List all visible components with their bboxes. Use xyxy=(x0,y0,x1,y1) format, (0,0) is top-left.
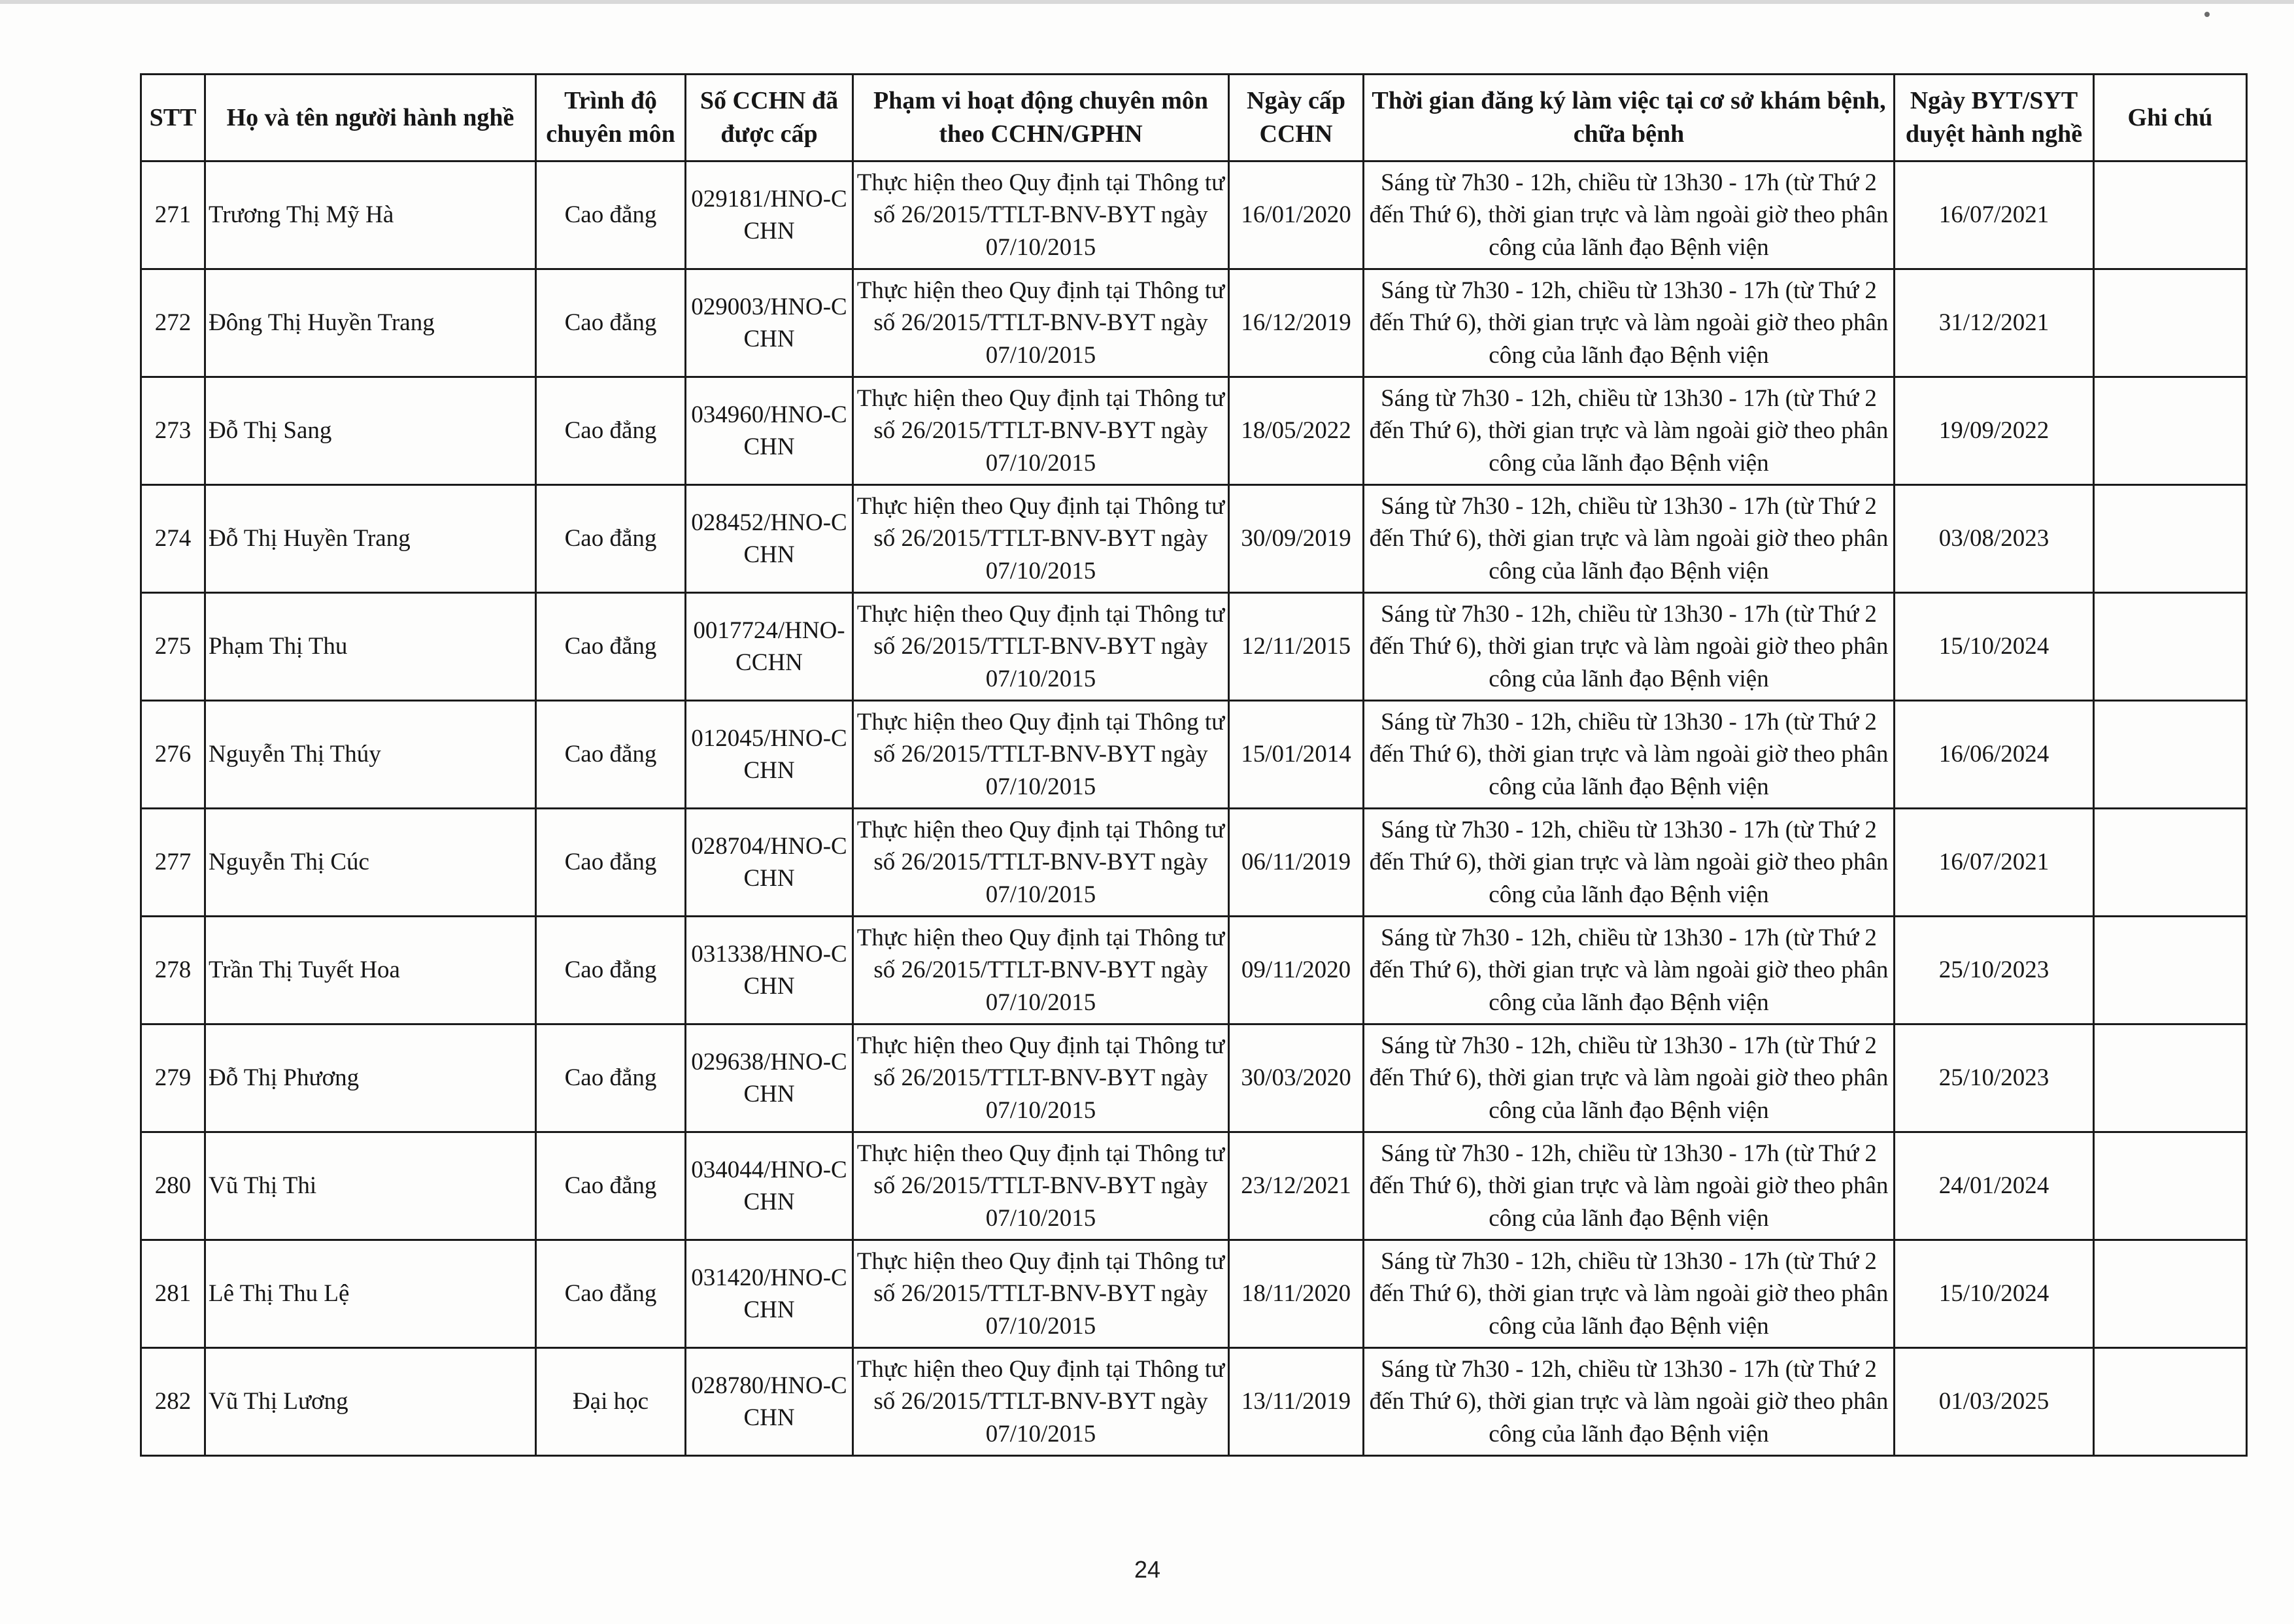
cell-cchn: 028452/HNO-CCHN xyxy=(686,485,853,593)
cell-stt: 281 xyxy=(141,1240,205,1348)
cell-note xyxy=(2094,269,2247,377)
cell-schedule: Sáng từ 7h30 - 12h, chiều từ 13h30 - 17h (từ Thứ 2 đến Thứ 6), thời gian trực và làm ngoài giờ theo phân công của lãnh đạo Bệnh viện xyxy=(1364,701,1895,809)
cell-level: Cao đẳng xyxy=(536,377,686,485)
table-row xyxy=(141,701,2247,809)
cell-issue-date: 09/11/2020 xyxy=(1229,917,1364,1024)
cell-note xyxy=(2094,161,2247,269)
practitioner-register-table xyxy=(140,73,2248,1457)
cell-approval-date: 25/10/2023 xyxy=(1895,1024,2094,1132)
cell-name: Nguyễn Thị Thúy xyxy=(205,701,536,809)
cell-issue-date: 30/09/2019 xyxy=(1229,485,1364,593)
table-row xyxy=(141,485,2247,593)
cell-cchn: 034960/HNO-CCHN xyxy=(686,377,853,485)
cell-schedule: Sáng từ 7h30 - 12h, chiều từ 13h30 - 17h (từ Thứ 2 đến Thứ 6), thời gian trực và làm ngoài giờ theo phân công của lãnh đạo Bệnh viện xyxy=(1364,485,1895,593)
cell-schedule: Sáng từ 7h30 - 12h, chiều từ 13h30 - 17h (từ Thứ 2 đến Thứ 6), thời gian trực và làm ngoài giờ theo phân công của lãnh đạo Bệnh viện xyxy=(1364,1348,1895,1456)
cell-stt: 273 xyxy=(141,377,205,485)
cell-name: Lê Thị Thu Lệ xyxy=(205,1240,536,1348)
table-row xyxy=(141,161,2247,269)
cell-name: Phạm Thị Thu xyxy=(205,593,536,701)
cell-stt: 279 xyxy=(141,1024,205,1132)
header-schedule: Thời gian đăng ký làm việc tại cơ sở khám bệnh, chữa bệnh xyxy=(1364,75,1895,161)
cell-note xyxy=(2094,701,2247,809)
header-approval-date: Ngày BYT/SYT duyệt hành nghề xyxy=(1895,75,2094,161)
cell-note xyxy=(2094,593,2247,701)
cell-stt: 280 xyxy=(141,1132,205,1240)
cell-name: Đỗ Thị Phương xyxy=(205,1024,536,1132)
cell-cchn: 029003/HNO-CCHN xyxy=(686,269,853,377)
cell-scope: Thực hiện theo Quy định tại Thông tư số 26/2015/TTLT-BNV-BYT ngày 07/10/2015 xyxy=(853,377,1229,485)
cell-cchn: 031420/HNO-CCHN xyxy=(686,1240,853,1348)
cell-cchn: 034044/HNO-CCHN xyxy=(686,1132,853,1240)
page-number: 24 xyxy=(1134,1556,1161,1583)
cell-scope: Thực hiện theo Quy định tại Thông tư số 26/2015/TTLT-BNV-BYT ngày 07/10/2015 xyxy=(853,809,1229,917)
header-note: Ghi chú xyxy=(2094,75,2247,161)
cell-level: Cao đẳng xyxy=(536,593,686,701)
cell-issue-date: 18/11/2020 xyxy=(1229,1240,1364,1348)
cell-level: Cao đẳng xyxy=(536,161,686,269)
cell-stt: 271 xyxy=(141,161,205,269)
cell-note xyxy=(2094,1348,2247,1456)
cell-schedule: Sáng từ 7h30 - 12h, chiều từ 13h30 - 17h (từ Thứ 2 đến Thứ 6), thời gian trực và làm ngoài giờ theo phân công của lãnh đạo Bệnh viện xyxy=(1364,1024,1895,1132)
cell-issue-date: 30/03/2020 xyxy=(1229,1024,1364,1132)
header-scope: Phạm vi hoạt động chuyên môn theo CCHN/GPHN xyxy=(853,75,1229,161)
cell-note xyxy=(2094,917,2247,1024)
table-header-row xyxy=(141,75,2247,161)
cell-scope: Thực hiện theo Quy định tại Thông tư số 26/2015/TTLT-BNV-BYT ngày 07/10/2015 xyxy=(853,593,1229,701)
cell-stt: 274 xyxy=(141,485,205,593)
cell-issue-date: 12/11/2015 xyxy=(1229,593,1364,701)
cell-approval-date: 24/01/2024 xyxy=(1895,1132,2094,1240)
cell-cchn: 029638/HNO-CCHN xyxy=(686,1024,853,1132)
cell-approval-date: 31/12/2021 xyxy=(1895,269,2094,377)
cell-scope: Thực hiện theo Quy định tại Thông tư số 26/2015/TTLT-BNV-BYT ngày 07/10/2015 xyxy=(853,701,1229,809)
cell-level: Cao đẳng xyxy=(536,701,686,809)
cell-name: Vũ Thị Lương xyxy=(205,1348,536,1456)
cell-note xyxy=(2094,809,2247,917)
cell-level: Cao đẳng xyxy=(536,485,686,593)
cell-note xyxy=(2094,485,2247,593)
header-name: Họ và tên người hành nghề xyxy=(205,75,536,161)
cell-cchn: 028780/HNO-CCHN xyxy=(686,1348,853,1456)
scan-speck xyxy=(2204,12,2210,17)
cell-scope: Thực hiện theo Quy định tại Thông tư số 26/2015/TTLT-BNV-BYT ngày 07/10/2015 xyxy=(853,161,1229,269)
table-row xyxy=(141,1240,2247,1348)
cell-schedule: Sáng từ 7h30 - 12h, chiều từ 13h30 - 17h (từ Thứ 2 đến Thứ 6), thời gian trực và làm ngoài giờ theo phân công của lãnh đạo Bệnh viện xyxy=(1364,269,1895,377)
cell-issue-date: 13/11/2019 xyxy=(1229,1348,1364,1456)
cell-schedule: Sáng từ 7h30 - 12h, chiều từ 13h30 - 17h (từ Thứ 2 đến Thứ 6), thời gian trực và làm ngoài giờ theo phân công của lãnh đạo Bệnh viện xyxy=(1364,377,1895,485)
cell-cchn: 028704/HNO-CCHN xyxy=(686,809,853,917)
cell-level: Cao đẳng xyxy=(536,269,686,377)
cell-cchn: 012045/HNO-CCHN xyxy=(686,701,853,809)
cell-stt: 272 xyxy=(141,269,205,377)
cell-schedule: Sáng từ 7h30 - 12h, chiều từ 13h30 - 17h (từ Thứ 2 đến Thứ 6), thời gian trực và làm ngoài giờ theo phân công của lãnh đạo Bệnh viện xyxy=(1364,917,1895,1024)
cell-schedule: Sáng từ 7h30 - 12h, chiều từ 13h30 - 17h (từ Thứ 2 đến Thứ 6), thời gian trực và làm ngoài giờ theo phân công của lãnh đạo Bệnh viện xyxy=(1364,1240,1895,1348)
cell-note xyxy=(2094,1240,2247,1348)
cell-stt: 278 xyxy=(141,917,205,1024)
cell-approval-date: 03/08/2023 xyxy=(1895,485,2094,593)
table-row xyxy=(141,809,2247,917)
cell-note xyxy=(2094,1024,2247,1132)
cell-scope: Thực hiện theo Quy định tại Thông tư số 26/2015/TTLT-BNV-BYT ngày 07/10/2015 xyxy=(853,1024,1229,1132)
cell-name: Vũ Thị Thi xyxy=(205,1132,536,1240)
table-row xyxy=(141,377,2247,485)
cell-name: Nguyễn Thị Cúc xyxy=(205,809,536,917)
header-stt: STT xyxy=(141,75,205,161)
table-row xyxy=(141,1024,2247,1132)
cell-schedule: Sáng từ 7h30 - 12h, chiều từ 13h30 - 17h (từ Thứ 2 đến Thứ 6), thời gian trực và làm ngoài giờ theo phân công của lãnh đạo Bệnh viện xyxy=(1364,809,1895,917)
cell-note xyxy=(2094,1132,2247,1240)
cell-name: Đỗ Thị Huyền Trang xyxy=(205,485,536,593)
cell-stt: 277 xyxy=(141,809,205,917)
cell-level: Cao đẳng xyxy=(536,809,686,917)
cell-issue-date: 18/05/2022 xyxy=(1229,377,1364,485)
cell-approval-date: 15/10/2024 xyxy=(1895,593,2094,701)
cell-level: Cao đẳng xyxy=(536,1132,686,1240)
cell-issue-date: 16/01/2020 xyxy=(1229,161,1364,269)
cell-schedule: Sáng từ 7h30 - 12h, chiều từ 13h30 - 17h (từ Thứ 2 đến Thứ 6), thời gian trực và làm ngoài giờ theo phân công của lãnh đạo Bệnh viện xyxy=(1364,1132,1895,1240)
cell-cchn: 029181/HNO-CCHN xyxy=(686,161,853,269)
cell-level: Đại học xyxy=(536,1348,686,1456)
cell-scope: Thực hiện theo Quy định tại Thông tư số 26/2015/TTLT-BNV-BYT ngày 07/10/2015 xyxy=(853,269,1229,377)
table-row xyxy=(141,269,2247,377)
cell-stt: 276 xyxy=(141,701,205,809)
header-level: Trình độ chuyên môn xyxy=(536,75,686,161)
cell-scope: Thực hiện theo Quy định tại Thông tư số 26/2015/TTLT-BNV-BYT ngày 07/10/2015 xyxy=(853,1240,1229,1348)
cell-name: Đỗ Thị Sang xyxy=(205,377,536,485)
cell-scope: Thực hiện theo Quy định tại Thông tư số 26/2015/TTLT-BNV-BYT ngày 07/10/2015 xyxy=(853,917,1229,1024)
cell-level: Cao đẳng xyxy=(536,1024,686,1132)
cell-cchn: 0017724/HNO-CCHN xyxy=(686,593,853,701)
cell-schedule: Sáng từ 7h30 - 12h, chiều từ 13h30 - 17h (từ Thứ 2 đến Thứ 6), thời gian trực và làm ngoài giờ theo phân công của lãnh đạo Bệnh viện xyxy=(1364,593,1895,701)
cell-name: Trương Thị Mỹ Hà xyxy=(205,161,536,269)
scan-top-edge xyxy=(0,0,2294,4)
cell-level: Cao đẳng xyxy=(536,917,686,1024)
cell-note xyxy=(2094,377,2247,485)
cell-approval-date: 16/07/2021 xyxy=(1895,161,2094,269)
cell-issue-date: 16/12/2019 xyxy=(1229,269,1364,377)
cell-stt: 282 xyxy=(141,1348,205,1456)
cell-approval-date: 01/03/2025 xyxy=(1895,1348,2094,1456)
cell-name: Trần Thị Tuyết Hoa xyxy=(205,917,536,1024)
table-row xyxy=(141,1132,2247,1240)
cell-cchn: 031338/HNO-CCHN xyxy=(686,917,853,1024)
cell-approval-date: 19/09/2022 xyxy=(1895,377,2094,485)
header-cchn: Số CCHN đã được cấp xyxy=(686,75,853,161)
table-row xyxy=(141,917,2247,1024)
cell-name: Đông Thị Huyền Trang xyxy=(205,269,536,377)
cell-approval-date: 25/10/2023 xyxy=(1895,917,2094,1024)
cell-approval-date: 15/10/2024 xyxy=(1895,1240,2094,1348)
cell-scope: Thực hiện theo Quy định tại Thông tư số 26/2015/TTLT-BNV-BYT ngày 07/10/2015 xyxy=(853,1132,1229,1240)
table-body xyxy=(141,161,2247,1456)
cell-stt: 275 xyxy=(141,593,205,701)
table-row xyxy=(141,1348,2247,1456)
cell-issue-date: 23/12/2021 xyxy=(1229,1132,1364,1240)
header-issue-date: Ngày cấp CCHN xyxy=(1229,75,1364,161)
table-row xyxy=(141,593,2247,701)
cell-issue-date: 15/01/2014 xyxy=(1229,701,1364,809)
cell-level: Cao đẳng xyxy=(536,1240,686,1348)
cell-schedule: Sáng từ 7h30 - 12h, chiều từ 13h30 - 17h (từ Thứ 2 đến Thứ 6), thời gian trực và làm ngoài giờ theo phân công của lãnh đạo Bệnh viện xyxy=(1364,161,1895,269)
cell-approval-date: 16/06/2024 xyxy=(1895,701,2094,809)
cell-scope: Thực hiện theo Quy định tại Thông tư số 26/2015/TTLT-BNV-BYT ngày 07/10/2015 xyxy=(853,485,1229,593)
cell-issue-date: 06/11/2019 xyxy=(1229,809,1364,917)
cell-scope: Thực hiện theo Quy định tại Thông tư số 26/2015/TTLT-BNV-BYT ngày 07/10/2015 xyxy=(853,1348,1229,1456)
cell-approval-date: 16/07/2021 xyxy=(1895,809,2094,917)
